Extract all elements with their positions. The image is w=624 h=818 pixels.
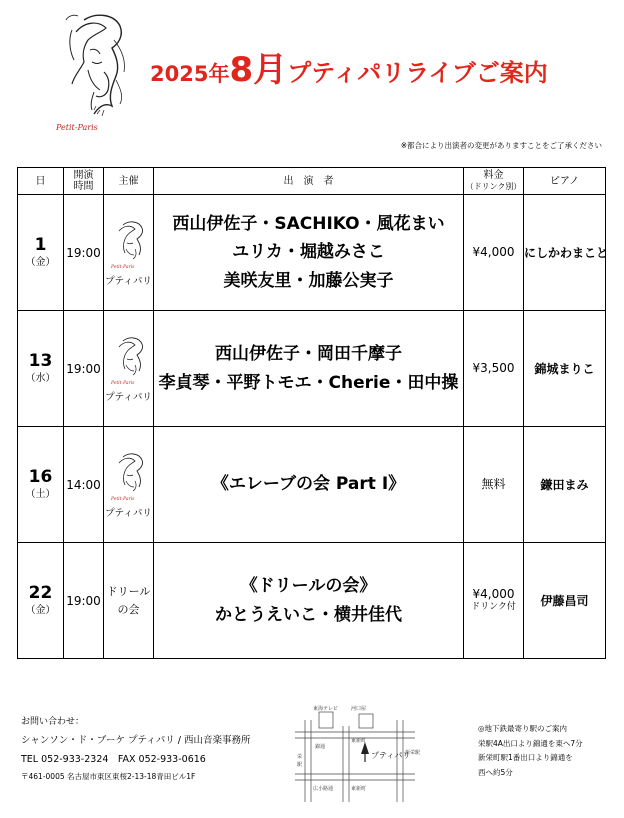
schedule-table bbox=[17, 167, 609, 659]
piano-cell: にしかわまこと bbox=[524, 195, 606, 311]
svg-text:駅: 駅 bbox=[297, 762, 303, 768]
fee-cell: ¥4,000 ドリンク付 bbox=[464, 543, 524, 659]
host-cell bbox=[104, 311, 154, 427]
time-cell: 19:00 bbox=[64, 543, 104, 659]
table-row bbox=[18, 195, 606, 311]
page-title bbox=[150, 42, 548, 92]
fee-cell: ¥3,500 bbox=[464, 311, 524, 427]
contact-name: シャンソン・ド・ブーケ プティパリ / 西山音楽事務所 bbox=[21, 735, 251, 746]
host-name: ドリール の会 bbox=[106, 584, 151, 616]
location-map bbox=[285, 702, 425, 810]
fee-cell: 無料 bbox=[464, 427, 524, 543]
host-logo-icon bbox=[109, 451, 149, 503]
svg-text:錦通: 錦通 bbox=[315, 744, 326, 750]
host-logo-icon bbox=[109, 335, 149, 387]
header-day: 日 bbox=[18, 168, 64, 195]
day-cell: 1 （金） bbox=[18, 195, 64, 311]
svg-text:栄: 栄 bbox=[297, 754, 303, 760]
header-host: 主催 bbox=[104, 168, 154, 195]
access-line: 新栄町駅1番出口より錦通を bbox=[478, 753, 573, 763]
performers-cell: 西山伊佐子・岡田千摩子 李貞琴・平野トモエ・Cherie・田中操 bbox=[154, 311, 464, 427]
singer-portrait-illustration bbox=[54, 10, 132, 140]
contact-address: 〒461-0005 名古屋市東区東桜2-13-18青田ビル1F bbox=[21, 772, 196, 781]
time-cell: 19:00 bbox=[64, 195, 104, 311]
contact-label: お問い合わせ： bbox=[21, 717, 85, 727]
svg-text:東海テレビ: 東海テレビ bbox=[313, 706, 338, 712]
svg-text:プティパリ: プティパリ bbox=[371, 751, 411, 760]
svg-text:Petit-Paris: Petit-Paris bbox=[110, 264, 134, 270]
access-line: 西へ約5分 bbox=[478, 767, 513, 777]
svg-text:Petit-Paris: Petit-Paris bbox=[56, 123, 98, 132]
performers-cell: 西山伊佐子・SACHIKO・風花まい ユリカ・堀越みさこ 美咲友里・加藤公実子 bbox=[154, 195, 464, 311]
title-text: プティパリライブご案内 bbox=[287, 59, 548, 87]
day-cell: 16 （土） bbox=[18, 427, 64, 543]
header-piano: ピアノ bbox=[524, 168, 606, 195]
piano-cell: 伊藤昌司 bbox=[524, 543, 606, 659]
performers-cell: 《エレーブの会 Part Ⅰ》 bbox=[154, 427, 464, 543]
access-line: 栄駅4A出口より錦通を東へ7分 bbox=[478, 738, 583, 748]
host-logo-icon bbox=[109, 219, 149, 271]
header-performers: 出 演 者 bbox=[154, 168, 464, 195]
title-month: 8月 bbox=[229, 50, 288, 90]
svg-text:Petit-Paris: Petit-Paris bbox=[110, 496, 134, 502]
host-cell bbox=[104, 427, 154, 543]
access-title: ◎地下鉄最寄り駅のご案内 bbox=[478, 724, 568, 733]
host-name: プティパリ bbox=[105, 507, 152, 519]
svg-text:東新町: 東新町 bbox=[351, 786, 367, 792]
access-info bbox=[478, 722, 583, 781]
svg-text:Petit-Paris: Petit-Paris bbox=[110, 380, 134, 386]
table-header-row bbox=[18, 168, 606, 195]
contact-phone: TEL 052-933-2324 FAX 052-933-0616 bbox=[21, 754, 206, 765]
fee-cell: ¥4,000 bbox=[464, 195, 524, 311]
time-cell: 14:00 bbox=[64, 427, 104, 543]
header-time: 開演 時間 bbox=[64, 168, 104, 195]
title-year: 2025年 bbox=[150, 62, 230, 86]
host-name: プティパリ bbox=[105, 391, 152, 403]
change-notice: ※都合により出演者の変更がありますことをご了承ください bbox=[400, 141, 602, 150]
table-row bbox=[18, 311, 606, 427]
host-cell bbox=[104, 543, 154, 659]
piano-cell: 鎌田まみ bbox=[524, 427, 606, 543]
svg-text:広小路通: 広小路通 bbox=[313, 786, 334, 792]
svg-text:河口屋: 河口屋 bbox=[351, 706, 367, 712]
svg-text:東新町: 東新町 bbox=[351, 738, 367, 744]
host-name: プティパリ bbox=[105, 275, 152, 287]
petit-paris-logo bbox=[54, 10, 132, 140]
table-row bbox=[18, 427, 606, 543]
table-row bbox=[18, 543, 606, 659]
svg-text:新栄駅: 新栄駅 bbox=[405, 750, 421, 756]
performers-cell: 《ドリールの会》 かとうえいこ・横井佳代 bbox=[154, 543, 464, 659]
day-cell: 13 （水） bbox=[18, 311, 64, 427]
host-cell bbox=[104, 195, 154, 311]
header-fee: 料金 （ドリンク別） bbox=[464, 168, 524, 195]
day-cell: 22 （金） bbox=[18, 543, 64, 659]
time-cell: 19:00 bbox=[64, 311, 104, 427]
contact-info bbox=[21, 713, 251, 784]
piano-cell: 錦城まりこ bbox=[524, 311, 606, 427]
